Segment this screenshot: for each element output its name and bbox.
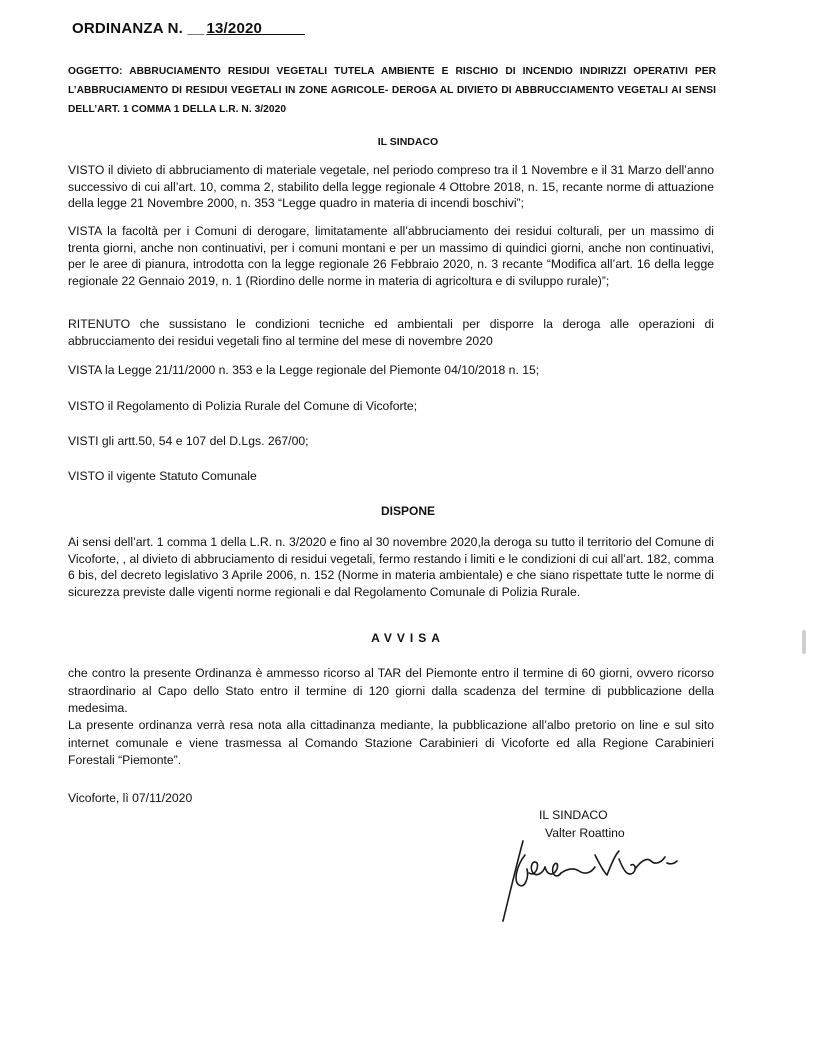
dispone-heading: DISPONE bbox=[380, 504, 435, 518]
paragraph-dispone: Ai sensi dell’art. 1 comma 1 della L.R. n. 3/2020 e fino al 30 novembre 2020,la deroga su tutto il territorio del Comune di Vicoforte, , al divieto di abbruciamento di residui vegetali, fermo restando i limiti e le condizioni di cui all’art. 182, comma 6 bis, del decreto legislativo 3 Aprile 2006, n. 152 (Norme in materia ambientale) e che siano rispettate tutte le norme di sicurezza previste dalle vigenti norme regionali e dal Regolamento Comunale di Polizia Rurale. bbox=[68, 535, 714, 599]
paragraph-ritenuto: RITENUTO che sussistano le condizioni tecniche ed ambientali per disporre la deroga alle operazioni di abbrucciamento dei residui vegetali fino al termine del mese di novembre 2020 bbox=[68, 317, 714, 348]
ordinance-number: 13/2020_____ bbox=[206, 20, 305, 37]
paragraph-avvisa-pubblicazione: La presente ordinanza verrà resa nota alla cittadinanza mediante, la pubblicazione all’albo pretorio on line e sul sito internet comunale e viene trasmessa al Comando Stazione Carabinieri di Vicoforte ed alla Regione Carabinieri Forestali “Piemonte”. bbox=[68, 718, 714, 767]
paragraph-visto-divieto: VISTO il divieto di abbruciamento di materiale vegetale, nel periodo compreso tra il 1 Novembre e il 31 Marzo dell’anno successivo di cui all’art. 10, comma 2, stabilito della legge regionale 4 Ottobre 2018, n. 15, recante norme di attuazione della legge 21 Novembre 2000, n. 353 “Legge quadro in materia di incendi boschivi”; bbox=[68, 163, 714, 210]
paragraph-vista-facolta: VISTA la facoltà per i Comuni di derogare, limitatamente all’abbruciamento dei residui colturali, per un massimo di trenta giorni, anche non continuativi, per i comuni montani e per un massimo di quindici giorni, anche non continuativi, per le aree di pianura, introdotta con la legge regionale 26 Febbraio 2020, n. 3 recante “Modifica all’art. 16 della legge regionale 22 Gennaio 2019, n. 1 (Riordino delle norme in materia di agricoltura e di sviluppo rurale)”; bbox=[68, 224, 714, 288]
paragraph-visti-articoli: VISTI gli artt.50, 54 e 107 del D.Lgs. 267/00; bbox=[68, 434, 309, 448]
place-and-date: Vicoforte, lì 07/11/2020 bbox=[68, 791, 193, 805]
ordinance-label: ORDINANZA N. __ bbox=[72, 20, 205, 37]
subject-block: OGGETTO: ABBRUCIAMENTO RESIDUI VEGETALI TUTELA AMBIENTE E RISCHIO DI INCENDIO INDIRIZZI OPERATIVI PER L’ABBRUCIAMENTO DI RESIDUI VEGETALI IN ZONE AGRICOLE- DEROGA AL DIVIETO DI ABBRUCCIAMENTO VEGETALI AI SENSI DELL’ART. 1 COMMA 1 DELLA L.R. N. 3/2020 bbox=[68, 66, 716, 115]
paragraph-visto-regolamento: VISTO il Regolamento di Polizia Rurale del Comune di Vicoforte; bbox=[68, 399, 418, 413]
signer-title: IL SINDACO bbox=[539, 808, 608, 822]
avvisa-heading: AVVISA bbox=[371, 631, 445, 645]
scan-artifact bbox=[802, 630, 806, 654]
paragraph-avvisa-ricorso: che contro la presente Ordinanza è ammesso ricorso al TAR del Piemonte entro il termine di 60 giorni, ovvero ricorso straordinario al Capo dello Stato entro il termine di 120 giorni dalla scadenza del termine di pubblicazione della medesima. bbox=[68, 666, 714, 715]
signer-name: Valter Roattino bbox=[545, 826, 625, 840]
ordinance-title bbox=[72, 20, 307, 37]
paragraph-vista-legge: VISTA la Legge 21/11/2000 n. 353 e la Legge regionale del Piemonte 04/10/2018 n. 15; bbox=[68, 363, 540, 377]
mayor-heading: IL SINDACO bbox=[377, 136, 439, 148]
handwritten-signature bbox=[495, 833, 695, 928]
paragraph-visto-statuto: VISTO il vigente Statuto Comunale bbox=[68, 469, 257, 483]
